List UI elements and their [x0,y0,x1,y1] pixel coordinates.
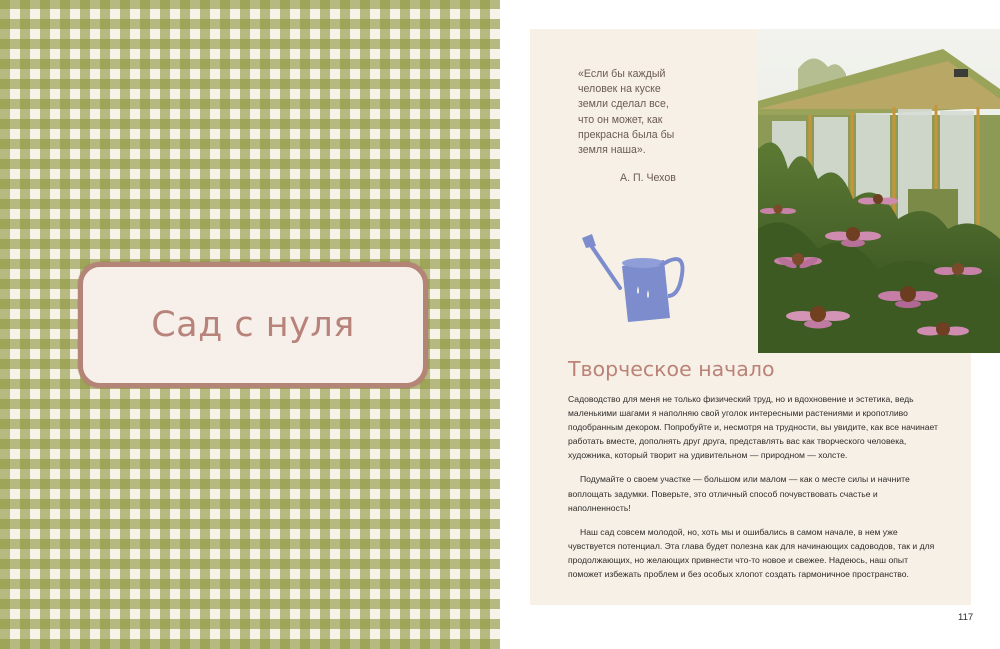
right-page [500,0,1000,649]
epigraph-quote [578,67,708,158]
paragraph: Наш сад совсем молодой, но, хоть мы и ошибались в самом начале, в нем уже чувствуется потенциал. Эта глава будет полезна как для начинающих садоводов, так и для продолжающих, но желающих привнести что-то новое и свежее. Надеюсь, наш опыт поможет избежать проблем и без особых хлопот создать гармоничное пространство. [568,526,935,580]
section-title: Творческое начало [568,357,775,381]
quote-line: земля наша». [578,144,646,157]
quote-line: земли сделал все, [578,98,669,111]
quote-line: прекрасна была бы [578,128,675,141]
page-number: 117 [958,612,974,623]
quote-line: «Если бы каждый [578,68,666,80]
quote-author: А. П. Чехов [620,172,676,184]
chapter-title-card [78,262,428,388]
paragraph: Садоводство для меня не только физический труд, но и вдохновение и эстетика, ведь маленькими шагами я наполняю свой уголок интересными растениями и кропотливо подобранным декором. Попробуйте и, несмотря на трудности, вы увидите, как все начинает работать вместе, дополнять друг друга, представлять вас как творческого человека, художника, который творит на удивительном — природном — холсте. [568,394,938,461]
quote-line: человек на куске [578,83,661,96]
paragraph: Подумайте о своем участке — большом или малом — как о месте силы и начните воплощать задумки. Поверьте, это отличный способ почувствовать счастье и наполненность! [568,474,910,513]
quote-line: что он может, как [578,113,663,126]
chapter-title: Сад с нуля [151,305,355,345]
watering-can-icon [576,226,690,326]
greenhouse-photo [758,29,1000,353]
body-text [568,392,940,591]
